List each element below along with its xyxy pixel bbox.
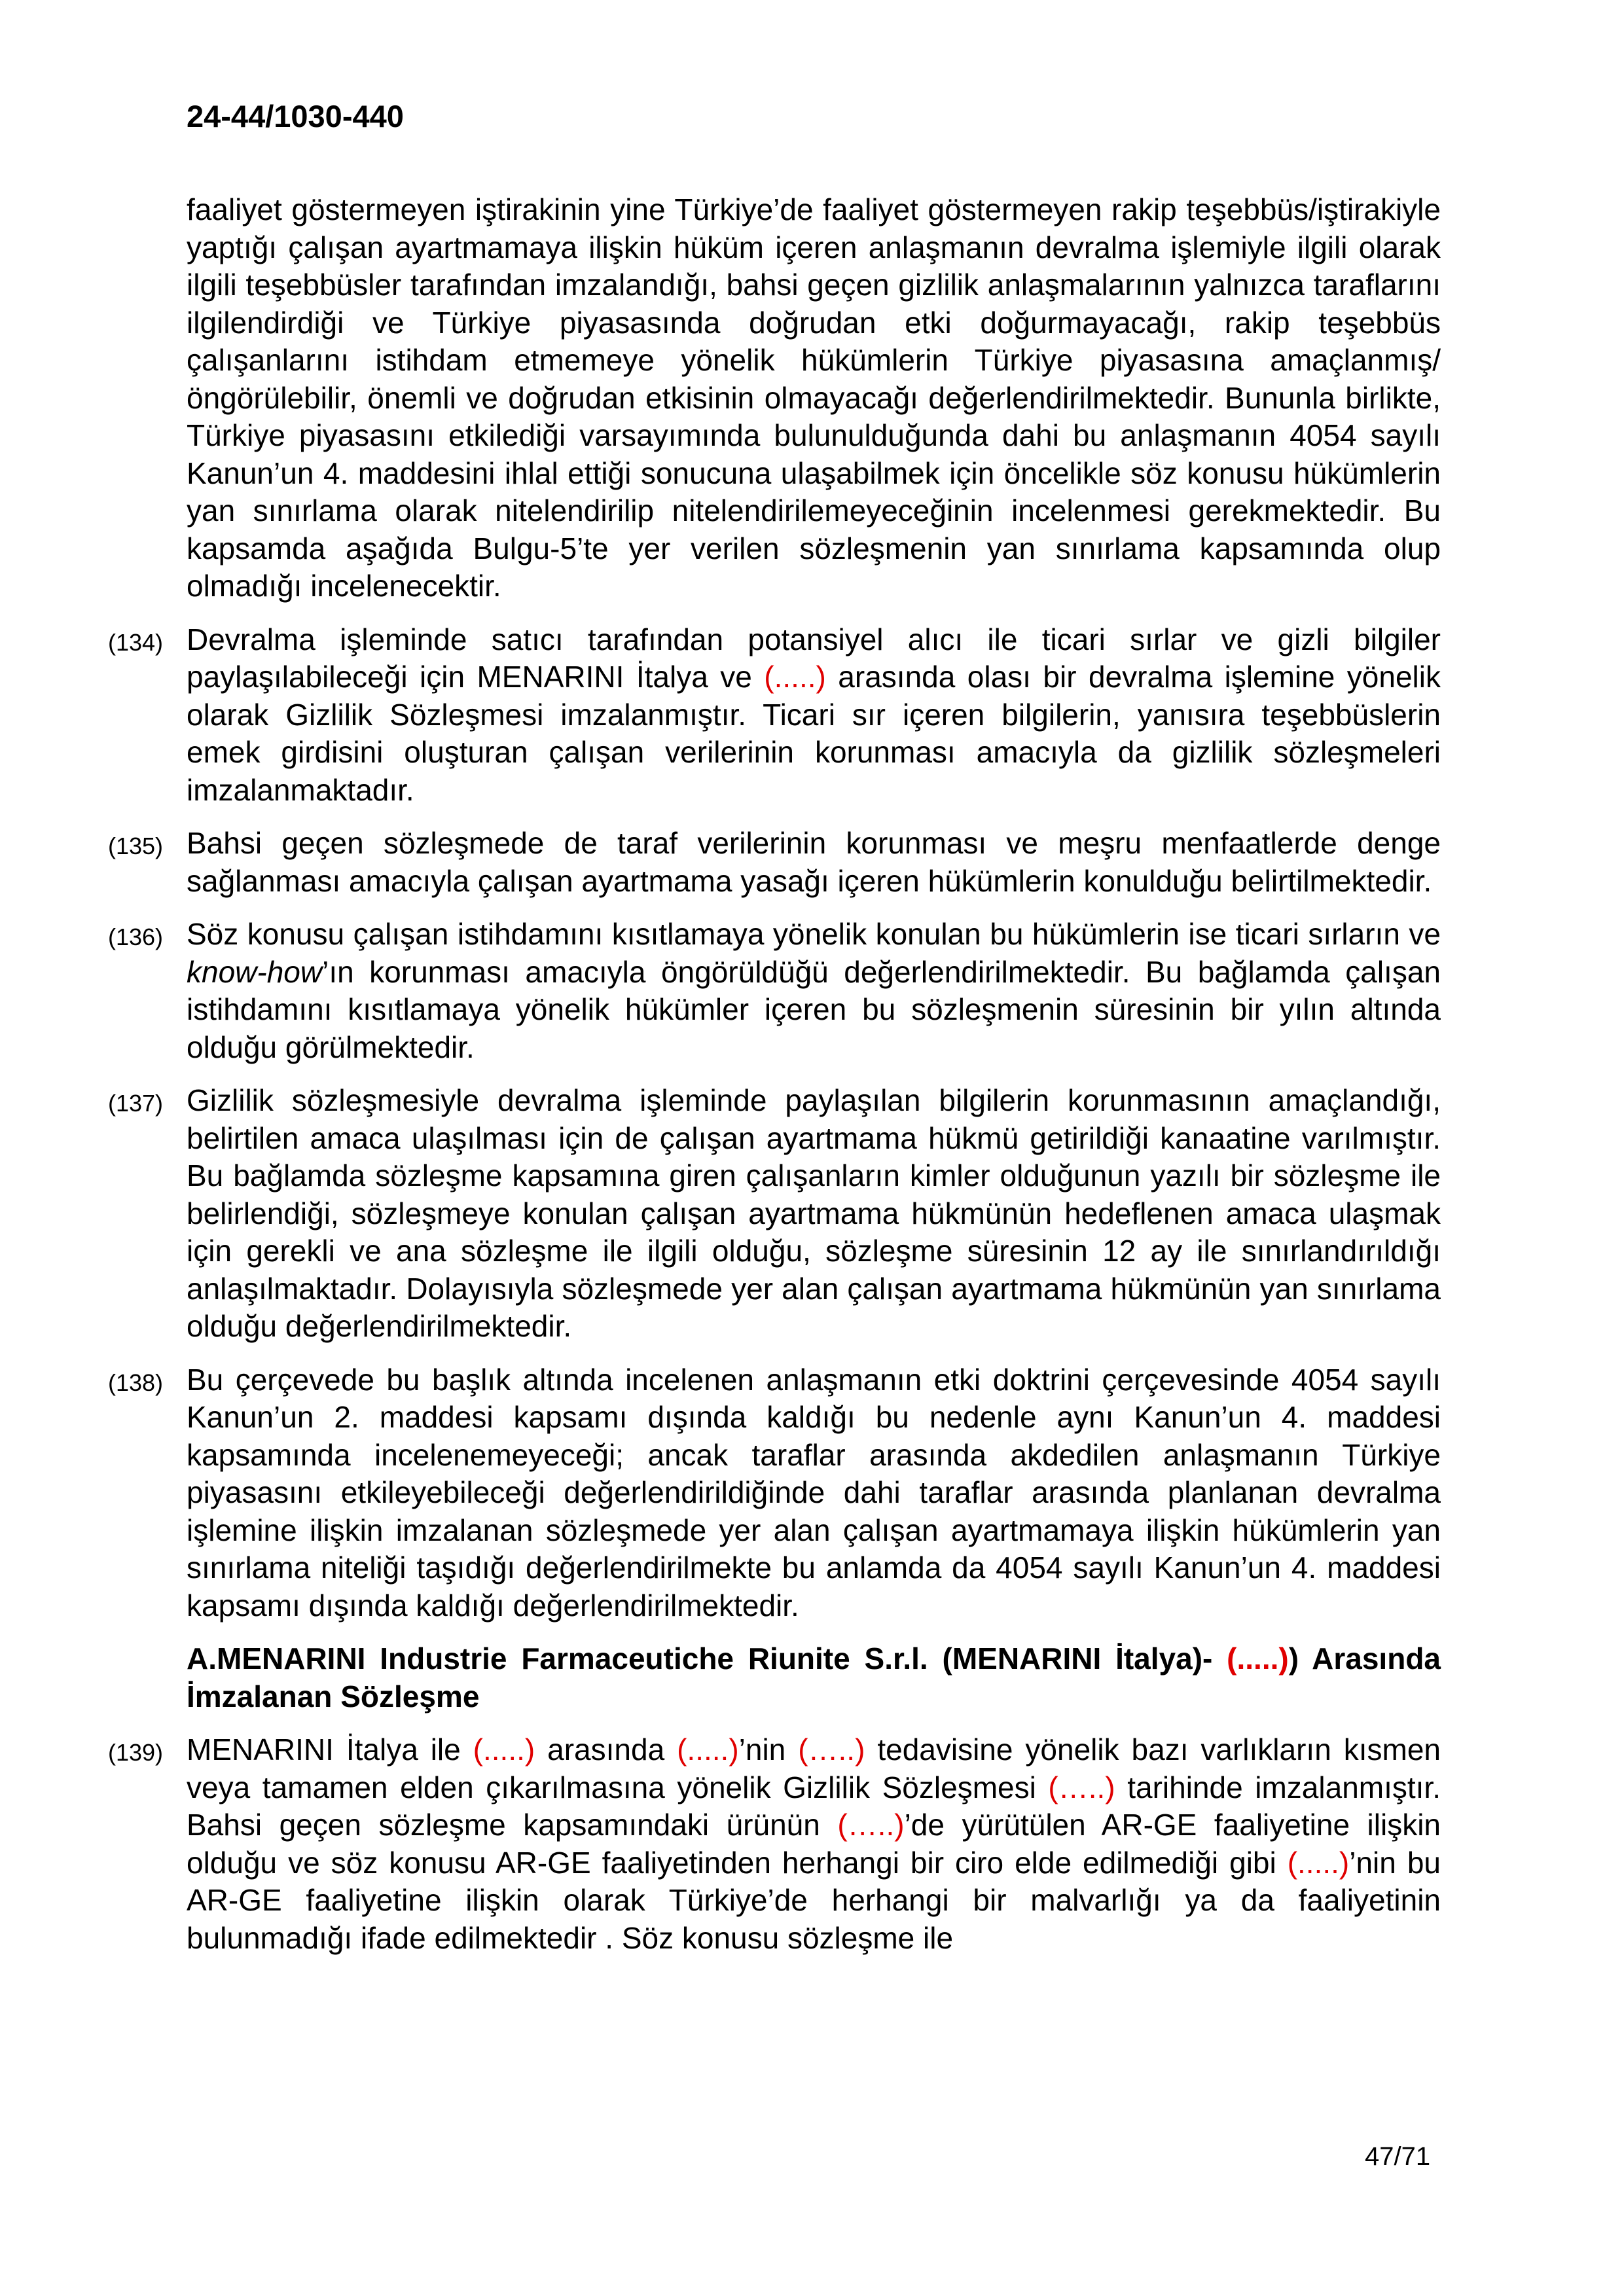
paragraph-number: (137) (108, 1090, 164, 1117)
paragraph-text: Devralma işleminde satıcı tarafından potansiyel alıcı ile ticari sırlar ve gizli bilgiler paylaşılabileceği için MENARINI İtalya ve (187, 622, 1441, 694)
section-heading (187, 1640, 1441, 1715)
document-number: 24-44/1030-440 (187, 99, 404, 134)
paragraph-text: MENARINI İtalya ile (187, 1732, 473, 1767)
paragraph-number: (139) (108, 1739, 164, 1766)
paragraph-number: (136) (108, 924, 164, 950)
redaction-marker: (.....) (677, 1732, 739, 1767)
redaction-marker: (…..) (798, 1732, 865, 1767)
paragraph-text: ’de yürütülen AR-GE faaliyetine ilişkin olduğu ve söz konusu AR-GE faaliyetinden herhangi bir ciro elde edilmediği gibi (187, 1808, 1441, 1880)
paragraph-138 (108, 1361, 1441, 1625)
paragraph-text: tarihinde imzalanmıştır. Bahsi geçen sözleşme kapsamındaki ürünün (187, 1770, 1441, 1842)
paragraph-text: Bahsi geçen sözleşmede de taraf verilerinin korunması ve meşru menfaatlerde denge sağlanması amacıyla çalışan ayartmama yasağı içeren hükümlerin konulduğu belirtilmektedir. (187, 826, 1441, 898)
page-number: 47/71 (1365, 2142, 1431, 2171)
paragraph-text: ’nin (738, 1732, 799, 1767)
paragraph-137 (108, 1082, 1441, 1346)
redaction-marker: (.....) (1227, 1641, 1289, 1676)
redaction-marker: (.....) (473, 1732, 535, 1767)
redaction-marker: (.....) (1287, 1845, 1350, 1880)
paragraph-text: Bu çerçevede bu başlık altında incelenen anlaşmanın etki doktrini çerçevesinde 4054 sayılı Kanun’un 2. maddesi kapsamı dışında kaldığı bu nedenle aynı Kanun’un 4. maddesi kapsamında incelenemeyeceği; ancak taraflar arasında akdedilen anlaşmanın Türkiye piyasasını etkileyebileceği değerlendirildiğinde dahi taraflar arasında planlanan devralma işlemine ilişkin imzalanan sözleşmede yer alan çalışan ayartmamaya ilişkin hükümlerin yan sınırlama niteliği taşıdığı değerlendirilmekte bu anlamda da 4054 sayılı Kanun’un 4. maddesi kapsamı dışında kaldığı değerlendirilmektedir. (187, 1362, 1441, 1623)
italic-term: know-how (187, 954, 323, 989)
redaction-marker: (…..) (837, 1808, 905, 1842)
paragraph-text: tedavisine yönelik bazı varlıkların kısmen veya tamamen elden çıkarılmasına yönelik Gizlilik Sözleşmesi (187, 1732, 1441, 1804)
paragraph-text: arasında (535, 1732, 677, 1767)
paragraph-134 (108, 621, 1441, 810)
paragraph-text: faaliyet göstermeyen iştirakinin yine Türkiye’de faaliyet göstermeyen rakip teşebbüs/iştirakiyle yaptığı çalışan ayartmamaya ilişkin hüküm içeren anlaşmanın devralma işlemiyle ilgili olarak ilgili teşebbüsler tarafından imzalandığı, bahsi geçen gizlilik anlaşmalarının yalnızca taraflarını ilgilendirdiği ve Türkiye piyasasında doğrudan etki doğurmayacağı, rakip teşebbüs çalışanlarını istihdam etmemeye yönelik hükümlerin Türkiye piyasasına amaçlanmış/öngörülebilir, önemli ve doğrudan etkisinin olmayacağı değerlendirilmektedir. Bununla birlikte, Türkiye piyasasını etkilediği varsayımında bulunulduğunda dahi bu anlaşmanın 4054 sayılı Kanun’un 4. maddesini ihlal ettiği sonucuna ulaşabilmek için öncelikle söz konusu hükümlerin yan sınırlama olarak nitelendirilip nitelendirilemeyeceğinin incelenmesi gerekmektedir. Bu kapsamda aşağıda Bulgu-5’te yer verilen sözleşmenin yan sınırlama kapsamında olup olmadığı incelenecektir. (187, 192, 1441, 603)
paragraph-text: ’ın korunması amacıyla öngörüldüğü değerlendirilmektedir. Bu bağlamda çalışan istihdamını kısıtlamaya yönelik hükümler içeren bu sözleşmenin süresinin bir yılın altında olduğu görülmektedir. (187, 954, 1441, 1064)
paragraph-136 (108, 916, 1441, 1066)
paragraph-text: ’nin bu AR-GE faaliyetine ilişkin olarak Türkiye’de herhangi bir malvarlığı ya da faaliyetinin bulunmadığı ifade edilmektedir . Söz konusu sözleşme ile (187, 1845, 1441, 1955)
paragraph-continuation (187, 191, 1441, 605)
redaction-marker: (.....) (764, 660, 826, 694)
paragraph-text: Söz konusu çalışan istihdamını kısıtlamaya yönelik konulan bu hükümlerin ise ticari sırların ve (187, 917, 1441, 951)
paragraph-text: Gizlilik sözleşmesiyle devralma işleminde paylaşılan bilgilerin korunmasının amaçlandığı, belirtilen amaca ulaşılması için de çalışan ayartmama hükmü getirildiği kanaatine varılmıştır. Bu bağlamda sözleşme kapsamına giren çalışanların kimler olduğunun yazılı bir sözleşme ile belirlendiği, sözleşmeye konulan çalışan ayartmama hükmünün hedeflenen amaca ulaşmak için gerekli ve ana sözleşme ile ilgili olduğu, sözleşme süresinin 12 ay ile sınırlandırıldığı anlaşılmaktadır. Dolayısıyla sözleşmede yer alan çalışan ayartmama hükmünün yan sınırlama olduğu değerlendirilmektedir. (187, 1083, 1441, 1343)
redaction-marker: (…..) (1048, 1770, 1115, 1804)
document-body (108, 191, 1441, 1973)
paragraph-number: (138) (108, 1369, 164, 1396)
paragraph-135 (108, 825, 1441, 900)
heading-text: ) Arasında İmzalanan Sözleşme (187, 1641, 1441, 1713)
paragraph-number: (134) (108, 628, 164, 656)
paragraph-text: arasında olası bir devralma işlemine yönelik olarak Gizlilik Sözleşmesi imzalanmıştır. Ticari sır içeren bilgilerin, yanısıra teşebbüslerin emek girdisini oluşturan çalışan verilerinin korunması amacıyla da gizlilik sözleşmeleri imzalanmaktadır. (187, 660, 1441, 807)
heading-text: A.MENARINI Industrie Farmaceutiche Riunite S.r.l. (MENARINI İtalya)- (187, 1641, 1227, 1676)
paragraph-number: (135) (108, 833, 164, 859)
paragraph-139 (108, 1731, 1441, 1957)
